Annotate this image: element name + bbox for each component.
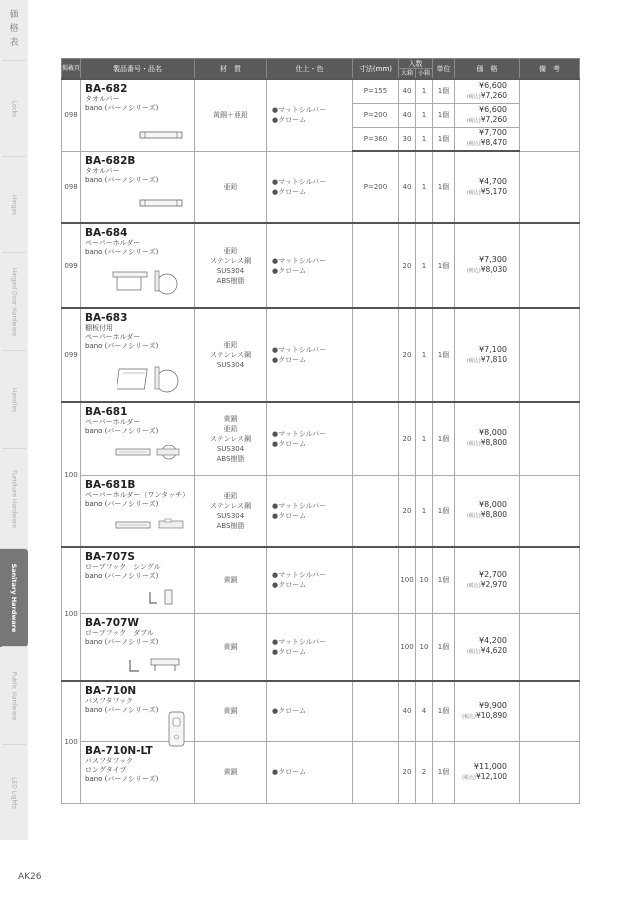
product-code: BA-684 [85,227,128,239]
note-cell [520,613,580,681]
product-code: BA-682 [85,83,128,95]
product-series: bano (バーノシリーズ) [85,104,159,112]
product-cell [81,681,195,741]
product-code: BA-710N [85,685,137,697]
product-series: bano (バーノシリーズ) [85,499,159,508]
header-qty-large: 大箱 [399,69,416,80]
unit-cell: 1個 [433,613,455,681]
note-cell [520,223,580,308]
qty-small-cell: 1 [416,475,433,547]
page-cell: 098 [62,151,81,223]
double-robe-hook-icon [127,656,183,674]
price-cell: ¥8,000 (税込)¥8,800 [455,402,520,475]
size-cell [353,308,399,402]
qty-small-cell: 1 [416,308,433,402]
unit-cell: 1個 [433,741,455,803]
qty-large-cell: 40 [399,79,416,103]
note-cell [520,741,580,803]
price-cell: ¥2,700 (税込)¥2,970 [455,547,520,613]
qty-small-cell: 1 [416,402,433,475]
tab-locks[interactable]: Locks [2,60,26,157]
material-cell: 黄銅 [195,681,267,741]
header-size: 寸法(mm) [353,59,399,80]
note-cell [520,547,580,613]
header-price: 価 格 [455,59,520,80]
product-code: BA-683 [85,312,128,324]
qty-small-cell: 1 [416,223,433,308]
unit-cell: 1個 [433,402,455,475]
material-cell: 亜鉛 ステンレス鋼 SUS304 ABS樹脂 [195,475,267,547]
product-name: ローブフック シングル [85,563,161,571]
header-finish: 仕上・色 [267,59,353,80]
page-cell: 100 [62,402,81,547]
qty-small-cell: 2 [416,741,433,803]
qty-large-cell: 40 [399,151,416,223]
paper-holder-icon [111,268,191,296]
note-cell [520,308,580,402]
unit-cell: 1個 [433,308,455,402]
tab-hinged-door-hardware[interactable]: Hinged Door Hardware [2,252,26,351]
header-product: 製品番号・品名 [81,59,195,80]
product-name: ペーパーホルダー [85,239,141,247]
product-series: bano (バーノシリーズ) [85,706,159,714]
unit-cell: 1個 [433,223,455,308]
shelf-paper-holder-icon [117,363,187,395]
finish-cell: ●クローム [267,741,353,803]
header-unit: 単位 [433,59,455,80]
finish-cell: ●クローム [267,681,353,741]
product-series: bano (バーノシリーズ) [85,572,159,580]
qty-small-cell: 1 [416,151,433,223]
product-series: bano (バーノシリーズ) [85,248,159,256]
price-cell: ¥8,000 (税込)¥8,800 [455,475,520,547]
note-cell [520,79,580,151]
size-cell [353,475,399,547]
qty-large-cell: 20 [399,308,416,402]
price-cell: ¥9,900 (税込)¥10,890 [455,681,520,741]
robe-hook-icon [147,588,179,606]
product-name: 棚板付用 [85,324,113,332]
product-code: BA-707W [85,616,139,629]
header-page: 掲載頁 [62,59,81,80]
product-cell [81,308,195,402]
size-cell: P=360 [353,127,399,151]
price-cell: ¥7,100 (税込)¥7,810 [455,308,520,402]
unit-cell: 1個 [433,547,455,613]
price-cell: ¥4,200 (税込)¥4,620 [455,613,520,681]
header-material: 材 質 [195,59,267,80]
note-cell [520,402,580,475]
finish-cell: ●マットシルバー ●クローム [267,151,353,223]
page-cell: 099 [62,223,81,308]
tab-hinges[interactable]: Hinges [2,156,26,253]
price-cell: ¥6,600 (税込)¥7,260 [455,79,520,103]
page-cell: 100 [62,681,81,803]
product-series: bano (バーノシリーズ) [85,427,159,435]
product-code: BA-681 [85,406,128,418]
qty-small-cell: 10 [416,547,433,613]
product-cell [81,475,195,547]
product-cell [81,613,195,681]
sidebar-heading-char: 価 [9,10,19,20]
qty-small-cell: 1 [416,103,433,127]
qty-large-cell: 20 [399,223,416,308]
product-cell [81,402,195,475]
sidebar-heading [0,0,28,60]
product-cell [81,79,195,151]
product-cell [81,151,195,223]
material-cell: 黄銅 亜鉛 ステンレス鋼 SUS304 ABS樹脂 [195,402,267,475]
size-cell [353,547,399,613]
qty-large-cell: 100 [399,547,416,613]
product-name: ペーパーホルダー [85,418,141,426]
product-name: バスフタフック [85,697,134,705]
qty-large-cell: 20 [399,741,416,803]
size-cell [353,741,399,803]
size-cell [353,681,399,741]
qty-small-cell: 10 [416,613,433,681]
tab-furniture-hardware[interactable]: Furniture Hardware [2,448,26,549]
finish-cell: ●マットシルバー ●クローム [267,79,353,151]
product-code: BA-707S [85,551,135,563]
page-cell: 100 [62,547,81,681]
product-series: bano (バーノシリーズ) [85,342,159,350]
qty-large-cell: 40 [399,681,416,741]
material-cell: 黄銅 [195,613,267,681]
unit-cell: 1個 [433,681,455,741]
qty-small-cell: 1 [416,79,433,103]
product-name: タオルバー [85,95,120,103]
product-cell [81,741,195,803]
note-cell [520,475,580,547]
price-cell: ¥7,700 (税込)¥8,470 [455,127,520,151]
finish-cell: ●マットシルバー ●クローム [267,223,353,308]
product-code: BA-710N-LT [85,744,153,757]
price-cell: ¥4,700 (税込)¥5,170 [455,151,520,223]
unit-cell: 1個 [433,475,455,547]
material-cell: 亜鉛 ステンレス鋼 SUS304 [195,308,267,402]
qty-large-cell: 100 [399,613,416,681]
qty-small-cell: 1 [416,127,433,151]
size-cell: P=155 [353,79,399,103]
finish-cell: ●マットシルバー ●クローム [267,402,353,475]
page-cell: 098 [62,79,81,151]
material-cell: 亜鉛 [195,151,267,223]
header-qty-small: 小箱 [416,69,433,80]
size-cell [353,223,399,308]
header-qty: 入数 [399,59,433,69]
note-cell [520,681,580,741]
product-cell [81,547,195,613]
product-name: ペーパーホルダー [85,333,141,341]
size-cell [353,613,399,681]
qty-large-cell: 20 [399,402,416,475]
tab-public-hardware[interactable]: Public Hardware [2,646,26,745]
qty-large-cell: 40 [399,103,416,127]
page-cell: 099 [62,308,81,402]
note-cell [520,151,580,223]
paper-holder-icon [115,445,187,461]
size-cell: P=200 [353,151,399,223]
tab-sanitary-hardware[interactable]: Sanitary Hardware [0,548,28,647]
sidebar-heading-char: 表 [9,38,19,48]
unit-cell: 1個 [433,103,455,127]
product-series: bano (バーノシリーズ) [85,175,159,184]
finish-cell: ●マットシルバー ●クローム [267,475,353,547]
product-name: ロングタイプ [85,765,127,774]
material-cell: 黄銅＋亜鉛 [195,79,267,151]
price-table [61,58,580,804]
tab-led-lights[interactable]: LED Lights [2,744,26,841]
qty-large-cell: 30 [399,127,416,151]
product-code: BA-682B [85,154,136,167]
index-sidebar [0,0,28,840]
product-series: bano (バーノシリーズ) [85,774,159,783]
size-cell: P=200 [353,103,399,127]
price-cell: ¥11,000 (税込)¥12,100 [455,741,520,803]
towel-bar-icon [139,130,183,140]
tab-handles[interactable]: Handles [2,350,26,449]
finish-cell: ●マットシルバー ●クローム [267,308,353,402]
price-cell: ¥7,300 (税込)¥8,030 [455,223,520,308]
material-cell: 亜鉛 ステンレス鋼 SUS304 ABS樹脂 [195,223,267,308]
header-note: 備 考 [520,59,580,80]
finish-cell: ●マットシルバー ●クローム [267,613,353,681]
product-name: タオルバー [85,166,120,175]
unit-cell: 1個 [433,151,455,223]
qty-small-cell: 4 [416,681,433,741]
price-cell: ¥6,600 (税込)¥7,260 [455,103,520,127]
unit-cell: 1個 [433,79,455,103]
towel-bar-icon [139,198,183,208]
finish-cell: ●マットシルバー ●クローム [267,547,353,613]
product-code: BA-681B [85,478,136,491]
paper-holder-icon [115,518,187,532]
page-number: AK26 [18,872,42,882]
product-name: ペーパーホルダー（ワンタッチ） [85,490,190,499]
unit-cell: 1個 [433,127,455,151]
material-cell: 黄銅 [195,741,267,803]
product-series: bano (バーノシリーズ) [85,637,159,646]
product-cell [81,223,195,308]
material-cell: 黄銅 [195,547,267,613]
product-name: バスフタフック [85,756,134,765]
qty-large-cell: 20 [399,475,416,547]
product-name: ローブフック ダブル [85,628,154,637]
size-cell [353,402,399,475]
sidebar-heading-char: 格 [9,24,19,34]
